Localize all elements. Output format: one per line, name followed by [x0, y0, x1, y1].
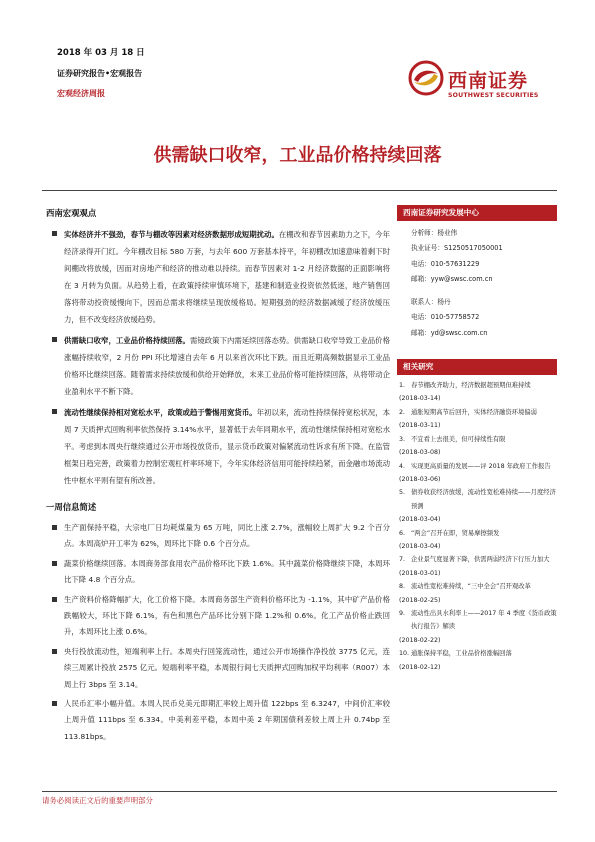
news-text: 蔬菜价格继续回落。本周商务部食用农产品价格环比下跌 1.6%。其中蔬菜价格降继续下降，本周环比下降 4.8 个百分点。 — [64, 558, 390, 585]
analyst-phone: 电话：010-57631229 — [411, 259, 480, 268]
news-item — [42, 592, 390, 641]
related-item-date: (2018-03-14) — [399, 395, 441, 403]
related-item-number: 6. — [399, 529, 406, 537]
news-text: 生产资料价格降幅扩大，化工价格下降。本周商务部生产资料价格环比为 -1.1%，其中矿产品价格跌幅较大，环比下降 6.1%，有色和黑色产品环比分别下降 1.2%和 0.6%。化工产品价格止跌回升，本周环比上涨 0.6%。 — [64, 594, 390, 637]
viewpoint-heading: 实体经济并不强劲，春节与棚改等因素对经济数据形成短期扰动。 — [64, 230, 279, 239]
related-item-title: 流动性出具水利率上——2017 年 4 季度《货币政策执行报告》解读 — [411, 609, 557, 631]
bullet-square-icon — [52, 701, 57, 706]
bullet-square-icon — [52, 409, 57, 414]
related-item-date: (2018-03-08) — [399, 449, 441, 457]
contact-name: 联系人：杨丹 — [411, 298, 451, 307]
analyst-email[interactable]: 邮箱：yyw@swsc.com.cn — [411, 274, 493, 283]
news-item — [42, 644, 390, 693]
related-item-date: (2018-03-11) — [399, 422, 441, 430]
related-item[interactable] — [399, 379, 557, 406]
analyst-contact — [397, 221, 557, 341]
related-item-title: 春节棚改齐助力，经济数据超预期但难持续 — [411, 382, 531, 390]
main-column — [42, 205, 390, 748]
section-news-title: 一周信息简述 — [46, 502, 97, 512]
news-text: 央行投放流动性，短端利率上行。本周央行回笼流动性，通过公开市场操作净投放 3775 亿元，连续三周累计投放 2575 亿元。短端利率平稳，本周银行间七天质押式回购加权平均利率（R007）本周上行 3bps 至 3.14。 — [64, 646, 390, 689]
related-item[interactable] — [399, 406, 557, 433]
related-item-number: 5. — [399, 489, 406, 497]
related-item[interactable] — [399, 647, 557, 674]
viewpoint-item — [42, 226, 390, 328]
related-item-date: (2018-03-06) — [399, 475, 441, 483]
viewpoint-item — [42, 404, 390, 489]
research-center-header: 西南证券研究发展中心 — [397, 205, 557, 221]
related-research-list — [397, 375, 557, 674]
report-type: 证券研究报告•宏观报告 — [57, 69, 143, 78]
contact-email[interactable]: 邮箱：yd@swsc.com.cn — [411, 328, 488, 337]
related-item-title: “两会”召开在即，贸易摩擦频发 — [411, 529, 500, 537]
header-divider — [42, 190, 557, 191]
related-item-title: 通胀短期高节后回升，实体经济融资环境偏弱 — [411, 408, 537, 416]
logo-name-en: SOUTHWEST SECURITIES — [448, 92, 539, 99]
related-item-title: 流动性宽松难持续，“三中全会”召开观改革 — [411, 583, 531, 591]
company-logo — [408, 58, 558, 108]
logo-mark-icon — [408, 60, 444, 96]
related-item-number: 10. — [399, 650, 410, 658]
related-item-number: 1. — [399, 382, 406, 390]
related-item-title: 债券收获经济放缓，流动性宽松难持续——月度经济预测 — [411, 489, 556, 510]
related-item-number: 7. — [399, 556, 406, 564]
section-viewpoints-title: 西南宏观观点 — [46, 208, 97, 218]
viewpoint-text: 在棚改和春节因素助力之下，今年经济录得开门红。今年棚改目标 580 万套，与去年 600 万套基本持平，年初棚改加速意味着剩下时间棚改将放缓，因而对房地产和经济的推动难以持续。而春节因素对 1-2 月经济数据的正面影响将在 3 月转为负面。从趋势上看，在政策持续审慎环境下，基建和制造业投资依然低迷，地产销售回落将带动投资缓慢向下，因而总需求将继续呈现放缓格局。短期强劲的经济数据减缓了经济放缓压力，但不改变经济放缓趋势。 — [64, 230, 390, 324]
related-item-date: (2018-02-22) — [399, 636, 441, 644]
related-item[interactable] — [399, 553, 557, 580]
bullet-square-icon — [52, 525, 57, 530]
analyst-name: 分析师：杨业伟 — [411, 229, 458, 237]
related-item-number: 4. — [399, 462, 406, 470]
news-item — [42, 696, 390, 745]
related-item[interactable] — [399, 486, 557, 526]
bullet-square-icon — [52, 337, 57, 342]
viewpoint-text: 年初以来，流动性持续保持宽松状况，本周 7 天质押式回购利率依然保持 3.14%水平，显著低于去年同期水平，流动性继续保持相对宽松水平。考虑到本周央行继续通过公开市场投放货币，显示货币政策对偏紧流动性诉求有所下降。在监管框架日趋完善，政策着力控制宏观杠杆率环境下，今年实体经济信用可能持续趋紧，而金融市场流动性中枢水平则有望有所改善。 — [64, 408, 390, 485]
viewpoint-item — [42, 332, 390, 400]
related-item[interactable] — [399, 607, 557, 647]
bullet-square-icon — [52, 597, 57, 602]
footer-divider — [42, 791, 557, 792]
logo-name-cn: 西南证券 — [448, 70, 529, 92]
related-item-date: (2018-03-04) — [399, 542, 441, 550]
news-item — [42, 520, 390, 553]
related-item-title: 企业景气度显著下降，供需两弱经济下行压力加大 — [411, 556, 550, 564]
news-text: 人民币汇率小幅升值。本周人民币兑美元即期汇率较上周升值 122bps 至 6.3247，中间价汇率较上周升值 111bps 至 6.334。中美利差平稳，本周中美 2 年期国债利差较上周上升 0.74bp 至 113.81bps。 — [64, 699, 390, 741]
related-item-date: (2018-02-12) — [399, 663, 441, 671]
related-item[interactable] — [399, 433, 557, 460]
related-item-number: 3. — [399, 435, 406, 443]
related-item-number: 8. — [399, 583, 406, 591]
related-item-date: (2018-03-04) — [399, 516, 441, 524]
related-item-title: 实现更高质量的发展——评 2018 年政府工作报告 — [411, 462, 551, 470]
related-item-date: (2018-03-01) — [399, 569, 441, 577]
report-date: 2018 年 03 月 18 日 — [57, 48, 145, 58]
news-text: 生产面保持平稳，大宗电厂日均耗煤量为 65 万吨，同比上涨 2.7%，涨幅较上周扩大 9.2 个百分点。本周高炉开工率为 62%，周环比下降 0.6 个百分点。 — [64, 523, 390, 549]
related-item[interactable] — [399, 527, 557, 554]
footer-disclaimer: 请务必阅读正文后的重要声明部分 — [42, 796, 153, 805]
related-research-header: 相关研究 — [397, 359, 557, 375]
related-item-date: (2018-02-25) — [399, 596, 441, 604]
report-subtitle: 宏观经济周报 — [57, 89, 105, 98]
bullet-square-icon — [52, 231, 57, 236]
related-item[interactable] — [399, 460, 557, 487]
analyst-cert: 执业证号：S1250517050001 — [411, 244, 503, 253]
viewpoint-text: 需镜政策下内需延续回落态势。供需缺口收窄导致工业品价格涨幅持续收窄，2 月份 PPI 环比增速自去年 6 月以来首次环比下跌。而且近期高频数据显示工业品价格环比继续回落。随着需求持续放缓和供给开始释放，未来工业品价格可能持续回落，从将带动企业盈利水平不断下降。 — [64, 336, 390, 396]
bullet-square-icon — [52, 649, 57, 654]
related-item-title: 不宜看上去很美，但可持续性有限 — [411, 435, 506, 443]
related-item-number: 9. — [399, 609, 406, 617]
viewpoint-heading: 流动性继续保持相对宽松水平，政策或趋于警惕用宽货币。 — [64, 408, 257, 417]
related-item[interactable] — [399, 580, 557, 607]
sidebar — [397, 205, 557, 674]
related-item-number: 2. — [399, 408, 406, 416]
news-item — [42, 556, 390, 589]
viewpoint-heading: 供需缺口收窄，工业品价格持续回落。 — [64, 336, 190, 345]
contact-phone: 电话：010-57758572 — [411, 313, 480, 322]
related-item-title: 通胀保持平稳，工业品价格涨幅回落 — [411, 650, 512, 658]
bullet-square-icon — [52, 561, 57, 566]
page-title: 供需缺口收窄，工业品价格持续回落 — [153, 145, 442, 166]
